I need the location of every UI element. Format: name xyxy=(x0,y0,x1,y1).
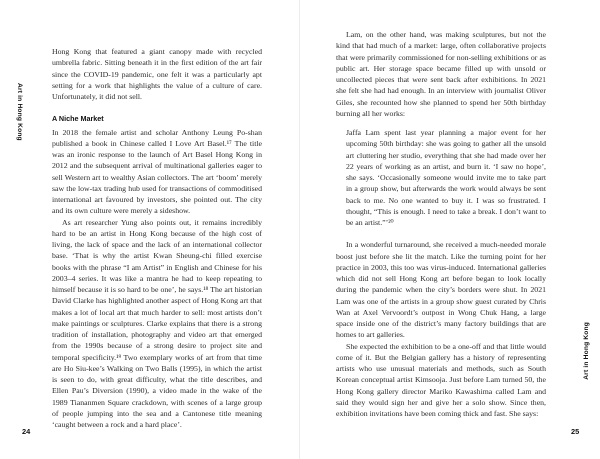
left-paragraph-3: As art researcher Yung also points out, it remains incredibly hard to be an artist in Hong Kong because of the high cost of living, the lack of space and the lack of an international collector base. ‘That is why the artist Kwan Sheung-chi filled exercise books with the phrase “I am Artist” in English and Chinese for his 2003–4 series. It was like a mantra he had to keep repeating to himself because it is so hard to be one’, he says.¹⁸ The art historian David Clarke has highlighted another aspect of Hong Kong art that makes a lot of local art that much harder to sell: most artists don’t make paintings or sculptures. Clarke explains that there is a strong tradition of installation, photography and video art that emerged from the 1990s because of a strong desire to project site and temporal specificity.¹⁹ Two exemplary works of art from that time are Ho Siu-kee’s Walking on Two Balls (1995), in which the artist is seen to do, with great difficulty, what the title describes, and Ellen Pau’s Diversion (1990), a video made in the wake of the 1989 Tiananmen Square crackdown, with scenes of a large group of people jumping into the sea and a Cantonese title meaning ‘caught between a rock and a hard place’. xyxy=(52,217,262,429)
running-head-left: Art in Hong Kong xyxy=(16,83,23,141)
page-gutter xyxy=(299,0,300,459)
section-heading: A Niche Market xyxy=(52,114,104,124)
block-quote: Jaffa Lam spent last year planning a major event for her upcoming 50th birthday: she was going to gather all the unsold art cluttering her studio, everything that she had made over her 22 years of working as an artist, and burn it. ‘I saw no hope’, she says. ‘Occasionally someone would invite me to take part in a group show, but afterwards the work would always be sent back to me. No one wanted to buy it. I was so frustrated. I thought, “This is enough. I need to take a break. I don’t want to be an artist.”’²⁰ xyxy=(346,128,546,227)
left-page-text xyxy=(52,46,262,430)
left-paragraph-1: Hong Kong that featured a giant canopy made with recycled umbrella fabric. Sitting beneath it in the first edition of the art fair since the COVID-19 pandemic, one felt it was a particularly apt setting for a work that highlights the value of a culture of care. Unfortunately, it did not sell. xyxy=(52,47,262,101)
page-number-left: 24 xyxy=(22,427,31,436)
page-number-right: 25 xyxy=(571,427,580,436)
right-paragraph-2: In a wonderful turnaround, she received a much-needed morale boost just before she lit the match. Like the turning point for her practice in 2003, this too was virus-induced. International galleries which did not sell Hong Kong art before began to look locally during the pandemic when the city’s borders were shut. In 2021 Lam was one of the artists in a group show guest curated by Chris Wan at Axel Vervoordt’s outpost in Wong Chuk Hang, a large space inside one of the district’s many factory buildings that are homes to art galleries. xyxy=(336,240,546,340)
running-head-right: Art in Hong Kong xyxy=(583,322,590,380)
left-paragraph-2: In 2018 the female artist and scholar Anthony Leung Po-shan published a book in Chinese called I Love Art Basel.¹⁷ The title was an ironic response to the launch of Art Basel Hong Kong in 2012 and the subsequent arrival of multinational galleries eager to sell Western art to wealthy Asian collectors. The art ‘boom’ merely saw the low-tax trading hub used for transactions of commoditised international art favoured by investors, she pointed out. The city and its own culture were merely a sideshow. xyxy=(52,127,262,216)
right-paragraph-3: She expected the exhibition to be a one-off and that little would come of it. But the Belgian gallery has a history of representing artists who use unusual materials and methods, such as South Korean conceptual artist Kimsooja. Just before Lam turned 50, the Hong Kong gallery director Mariko Kawashima called Lam and said they would sign her and give her a solo show. Since then, exhibition invitations have been coming thick and fast. She says: xyxy=(336,341,546,418)
right-paragraph-1: Lam, on the other hand, was making sculptures, but not the kind that had much of a market: large, often collaborative projects that were primarily commissioned for non-selling exhibitions or as public art. Her storage space became filled up with unsold or uncollected pieces that were sent back after exhibitions. In 2021 she felt she had had enough. In an interview with journalist Oliver Giles, she recounted how she planned to spend her 50th birthday burning all her works: xyxy=(336,30,546,118)
right-page-text xyxy=(336,29,546,419)
